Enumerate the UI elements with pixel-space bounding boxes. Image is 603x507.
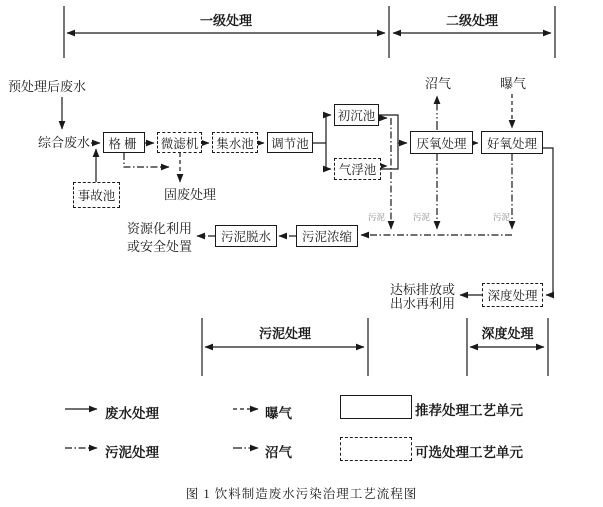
label-solid-waste-treatment: 固废处理 <box>164 187 217 202</box>
node-sludge-thickening: 污泥浓缩 <box>296 225 358 247</box>
sludge-flow-tag-2: 污泥 <box>413 212 431 222</box>
node-primary-sedimentation: 初沉池 <box>334 104 379 126</box>
legend-optional-unit-box <box>340 437 412 461</box>
label-biogas: 沼气 <box>424 76 451 91</box>
sludge-flow-tag-1: 污泥 <box>368 212 386 222</box>
legend-sludge-flow-label: 污泥处理 <box>105 445 159 460</box>
node-anaerobic-treatment: 厌氧处理 <box>410 131 473 154</box>
label-discharge-line1: 达标排放或 <box>390 282 456 297</box>
label-resource-use-line2: 或安全处置 <box>127 239 193 254</box>
legend-wastewater-flow-label: 废水处理 <box>105 406 159 421</box>
section-label-primary: 一级处理 <box>199 13 252 28</box>
section-label-sludge: 污泥处理 <box>258 326 311 341</box>
node-collection-tank: 集水池 <box>212 132 258 153</box>
label-discharge-line2: 出水再利用 <box>390 296 456 311</box>
label-aeration: 曝气 <box>499 76 526 91</box>
node-regulation-tank: 调节池 <box>267 132 313 153</box>
label-resource-use-line1: 资源化利用 <box>127 221 193 236</box>
node-microfilter: 微滤机 <box>157 132 202 153</box>
legend-recommended-unit-label: 推荐处理工艺单元 <box>415 403 523 418</box>
legend-optional-unit-label: 可选处理工艺单元 <box>415 445 523 460</box>
legend-recommended-unit-box <box>340 395 412 419</box>
label-pretreated-wastewater: 预处理后废水 <box>8 79 87 94</box>
node-bar-screen: 格栅 <box>103 132 145 153</box>
legend-biogas-flow-label: 沼气 <box>265 445 292 460</box>
label-combined-wastewater: 综合废水 <box>38 135 91 150</box>
legend-aeration-flow-label: 曝气 <box>265 406 292 421</box>
node-accident-tank: 事故池 <box>73 182 120 208</box>
section-label-advanced: 深度处理 <box>481 326 534 341</box>
figure-caption: 图 1 饮料制造废水污染治理工艺流程图 <box>185 487 418 501</box>
node-advanced-treatment: 深度处理 <box>482 283 543 307</box>
sludge-flow-tag-3: 污泥 <box>493 212 511 222</box>
node-sludge-dewatering: 污泥脱水 <box>215 225 277 247</box>
node-air-flotation: 气浮池 <box>334 158 381 180</box>
node-aerobic-treatment: 好氧处理 <box>481 131 543 154</box>
section-label-secondary: 二级处理 <box>445 13 498 28</box>
